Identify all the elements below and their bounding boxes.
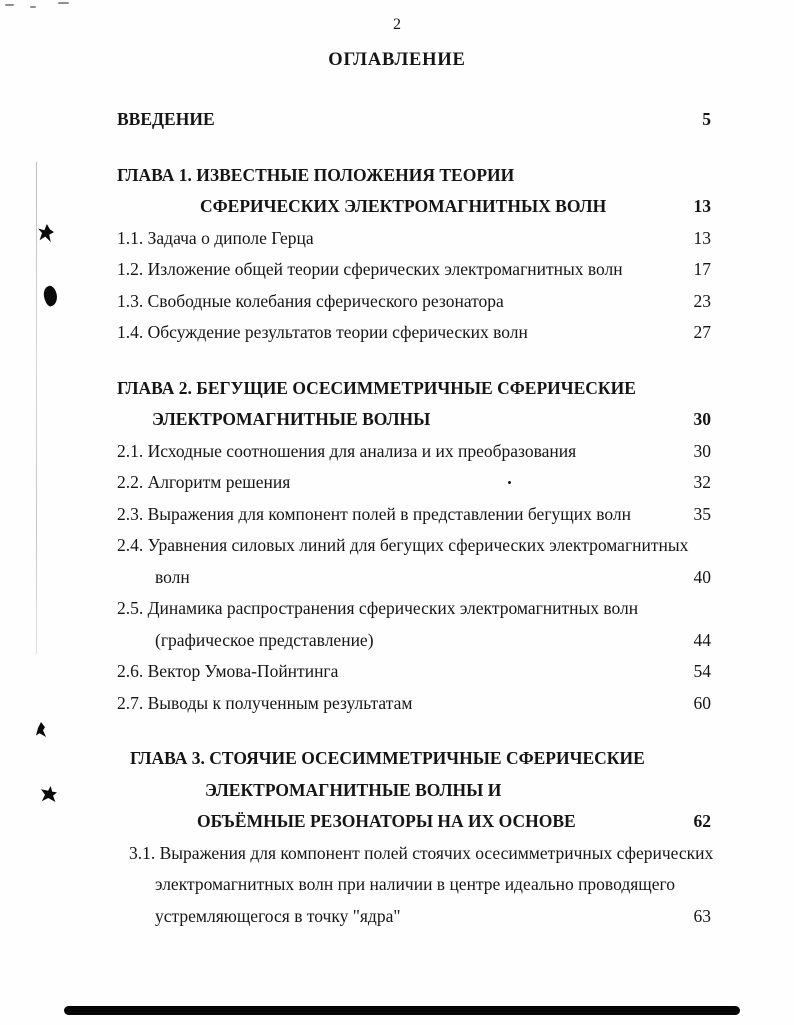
- toc-line: [117, 838, 714, 870]
- toc-entry-text: 1.4. Обсуждение результатов теории сферических волн: [117, 322, 528, 342]
- toc-page-ref: 23: [693, 290, 711, 311]
- toc-entry: [117, 593, 711, 656]
- toc-entry: [117, 223, 711, 255]
- toc-line: [117, 499, 711, 531]
- toc-entry-text: ВВЕДЕНИЕ: [117, 109, 215, 129]
- toc-entry: [117, 254, 711, 286]
- toc-page-ref: 30: [693, 409, 711, 429]
- page-number: 2: [393, 16, 401, 33]
- toc-page-ref: 44: [693, 629, 711, 650]
- toc-entry-text: 2.4. Уравнения силовых линий для бегущих сферических электромагнитных: [117, 535, 689, 555]
- toc-entry: [117, 656, 711, 688]
- toc-page-ref: 13: [693, 227, 711, 248]
- page-title: ОГЛАВЛЕНИЕ: [328, 50, 466, 70]
- toc-line: [117, 688, 711, 720]
- toc-entry: [117, 317, 711, 349]
- scan-mark-dash: [5, 4, 14, 6]
- toc-entry-heading: [117, 160, 711, 223]
- toc-page-ref: 13: [693, 196, 711, 216]
- toc-entry-text: волн: [155, 566, 190, 587]
- toc-entry-text: (графическое представление): [155, 629, 374, 650]
- toc-entry: [117, 436, 711, 468]
- toc-page-ref: 35: [693, 503, 711, 524]
- toc-entry-heading: [117, 373, 711, 436]
- toc-line: [117, 869, 711, 901]
- toc-line: [117, 625, 711, 657]
- toc-entry: [117, 838, 714, 933]
- toc-page-ref: 5: [702, 109, 711, 129]
- toc-line: [117, 593, 711, 625]
- toc-line: [117, 436, 711, 468]
- toc-line: [117, 806, 711, 838]
- toc-entry-text: ГЛАВА 3. СТОЯЧИЕ ОСЕСИММЕТРИЧНЫЕ СФЕРИЧЕСКИЕ: [130, 748, 645, 768]
- toc-entry: [117, 688, 711, 720]
- toc-entry-text: 2.3. Выражения для компонент полей в представлении бегущих волн: [117, 503, 631, 524]
- toc-entry-heading: [117, 743, 711, 838]
- toc-page-ref: 63: [693, 905, 711, 926]
- toc-page-ref: 54: [693, 661, 711, 681]
- scan-mark-dash: [30, 6, 36, 8]
- ink-blot: [38, 224, 54, 242]
- toc-entry-text: 3.1. Выражения для компонент полей стоячих осесимметричных сферических: [129, 842, 714, 863]
- toc-line: [117, 775, 711, 807]
- toc-page-ref: 32: [693, 472, 711, 492]
- toc-entry-text: ЭЛЕКТРОМАГНИТНЫЕ ВОЛНЫ И: [205, 779, 502, 800]
- toc-list: [117, 104, 714, 932]
- toc-page-ref: 30: [693, 440, 711, 461]
- toc-page-ref: 27: [693, 322, 711, 342]
- toc-line: [117, 104, 711, 136]
- toc-line: [117, 191, 711, 223]
- toc-line: [117, 901, 711, 933]
- toc-line: [117, 373, 711, 405]
- toc-entry-heading: [117, 104, 711, 136]
- toc-line: [117, 562, 711, 594]
- scan-edge-bar: [64, 1006, 740, 1015]
- toc-entry-text: устремляющегося в точку "ядра": [155, 905, 401, 926]
- toc-entry-text: ОБЪЁМНЫЕ РЕЗОНАТОРЫ НА ИХ ОСНОВЕ: [197, 811, 576, 831]
- ink-blot: [41, 786, 57, 802]
- toc-line: [117, 160, 711, 192]
- toc-entry: [117, 530, 711, 593]
- toc-line: [117, 223, 711, 255]
- toc-line: [117, 404, 711, 436]
- binding-crease-line: [36, 162, 37, 654]
- toc-line: [117, 467, 711, 499]
- toc-page-ref: 60: [693, 692, 711, 713]
- toc-entry: [117, 467, 711, 499]
- toc-entry: [117, 499, 711, 531]
- toc-entry-text: ГЛАВА 1. ИЗВЕСТНЫЕ ПОЛОЖЕНИЯ ТЕОРИИ: [117, 164, 515, 185]
- toc-entry-text: 1.1. Задача о диполе Герца: [117, 227, 314, 248]
- scan-mark-dash: [58, 2, 69, 4]
- toc-entry-text: 2.6. Вектор Умова-Пойнтинга: [117, 661, 339, 681]
- toc-line: [117, 286, 711, 318]
- toc-line: [117, 656, 711, 688]
- toc-entry-text: 2.1. Исходные соотношения для анализа и их преобразования: [117, 440, 577, 461]
- toc-entry-text: СФЕРИЧЕСКИХ ЭЛЕКТРОМАГНИТНЫХ ВОЛН: [200, 196, 607, 216]
- toc-line: [117, 530, 711, 562]
- toc-entry-text: 2.2. Алгоритм решения: [117, 472, 291, 492]
- toc-entry: [117, 286, 711, 318]
- toc-entry-text: ЭЛЕКТРОМАГНИТНЫЕ ВОЛНЫ: [152, 409, 431, 429]
- toc-entry-text: 2.7. Выводы к полученным результатам: [117, 692, 413, 713]
- toc-page-ref: 62: [693, 811, 711, 831]
- toc-entry-text: ГЛАВА 2. БЕГУЩИЕ ОСЕСИММЕТРИЧНЫЕ СФЕРИЧЕСКИЕ: [117, 377, 636, 398]
- toc-page-ref: 17: [693, 259, 711, 279]
- toc-line: [117, 317, 711, 349]
- toc-page-ref: 40: [693, 566, 711, 587]
- toc-line: [117, 743, 711, 775]
- toc-entry-text: 1.3. Свободные колебания сферического резонатора: [117, 290, 504, 311]
- toc-entry-text: электромагнитных волн при наличии в центре идеально проводящего: [155, 874, 676, 894]
- ink-blot: [41, 284, 60, 307]
- toc-line: [117, 254, 711, 286]
- toc-entry-text: 1.2. Изложение общей теории сферических электромагнитных волн: [117, 259, 623, 279]
- toc-entry-text: 2.5. Динамика распространения сферических электромагнитных волн: [117, 598, 639, 618]
- ink-blot: [36, 722, 46, 737]
